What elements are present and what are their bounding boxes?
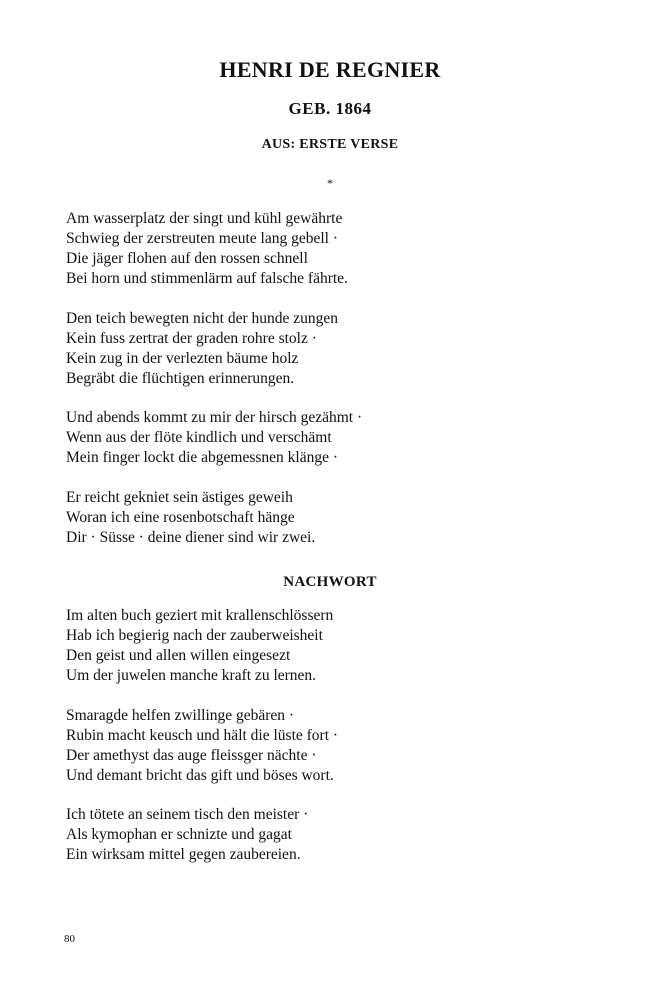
verse-line: Schwieg der zerstreuten meute lang gebell · xyxy=(66,230,338,247)
verse-line: Als kymophan er schnizte und gagat xyxy=(66,826,292,843)
verse-line: Den geist und allen willen eingesezt xyxy=(66,647,291,664)
verse-line: Kein fuss zertrat der graden rohre stolz · xyxy=(66,330,317,347)
section-asterisk: * xyxy=(327,176,333,190)
verse-line: Ich tötete an seinem tisch den meister · xyxy=(66,806,309,823)
verse-line: Mein finger lockt die abgemessnen klänge · xyxy=(66,449,339,466)
verse-line: Bei horn und stimmenlärm auf falsche fährte. xyxy=(66,270,348,287)
verse-line: Der amethyst das auge fleissger nächte · xyxy=(66,747,317,764)
stanza xyxy=(66,488,626,548)
verse-line: Dir · Süsse · deine diener sind wir zwei. xyxy=(66,529,316,546)
verse-line: Er reicht gekniet sein ästiges geweih xyxy=(66,489,293,506)
stanza xyxy=(66,606,626,686)
verse-line: Die jäger flohen auf den rossen schnell xyxy=(66,250,308,267)
author-name: HENRI DE REGNIER xyxy=(219,57,441,82)
source-title: AUS: ERSTE VERSE xyxy=(261,137,399,152)
stanza xyxy=(66,805,626,865)
verse-line: Rubin macht keusch und hält die lüste fort · xyxy=(66,727,339,744)
verse-line: Im alten buch geziert mit krallenschlössern xyxy=(66,607,334,624)
verse-line: Den teich bewegten nicht der hunde zungen xyxy=(66,310,339,327)
verse-line: Wenn aus der flöte kindlich und verschämt xyxy=(66,429,332,446)
verse-line: Um der juwelen manche kraft zu lernen. xyxy=(66,667,317,684)
stanza xyxy=(66,408,626,468)
verse-line: Und abends kommt zu mir der hirsch gezähmt · xyxy=(66,409,363,426)
page-number: 80 xyxy=(64,933,75,945)
verse-line: Kein zug in der verlezten bäume holz xyxy=(66,350,299,367)
stanza xyxy=(66,209,626,289)
birth-year: GEB. 1864 xyxy=(288,99,372,118)
verse-line: Ein wirksam mittel gegen zaubereien. xyxy=(66,846,301,863)
stanza xyxy=(66,309,626,389)
poem-title: NACHWORT xyxy=(283,574,377,590)
verse-line: Smaragde helfen zwillinge gebären · xyxy=(66,707,295,724)
verse-line: Begräbt die flüchtigen erinnerungen. xyxy=(66,370,295,387)
stanza xyxy=(66,706,626,786)
verse-line: Und demant bricht das gift und böses wort. xyxy=(66,767,334,784)
verse-line: Woran ich eine rosenbotschaft hänge xyxy=(66,509,295,526)
verse-line: Hab ich begierig nach der zauberweisheit xyxy=(66,627,323,644)
verse-line: Am wasserplatz der singt und kühl gewährte xyxy=(66,210,343,227)
